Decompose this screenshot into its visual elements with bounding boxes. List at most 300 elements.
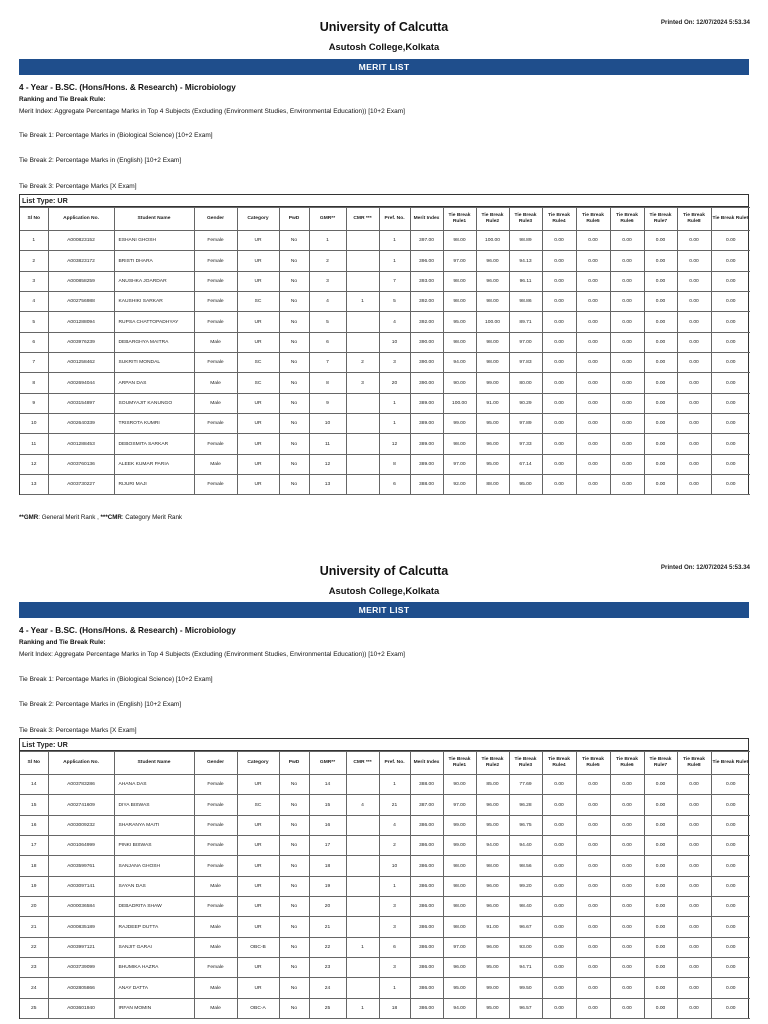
table-row (20, 958, 750, 978)
merit-index-rule: Merit Index: Aggregate Percentage Marks in Top 4 Subjects (Excluding (Environment Studies, Environmental Education)) [10+2 Exam] (19, 108, 405, 115)
cell-application-no: A002741609 (48, 795, 114, 815)
cell-application-no: A003739099 (48, 958, 114, 978)
cell-tie-break-rule9: 0.00 (711, 332, 750, 352)
column-header-application-no: Application No. (48, 752, 114, 775)
table-row (20, 856, 750, 876)
cell-pwd: No (279, 393, 309, 413)
cell-tie-break-rule1: 97.00 (443, 795, 476, 815)
tie-break-1: Tie Break 1: Percentage Marks in (Biological Science) [10+2 Exam] (19, 132, 213, 139)
cell-tie-break-rule1: 97.00 (443, 251, 476, 271)
cell-tie-break-rule9: 0.00 (711, 373, 750, 393)
cell-tie-break-rule9: 0.00 (711, 251, 750, 271)
cell-tie-break-rule2: 91.00 (476, 917, 509, 937)
cell-tie-break-rule5: 0.00 (576, 434, 610, 454)
cell-cmr (346, 271, 379, 291)
cell-application-no: A001258462 (48, 353, 114, 373)
cell-tie-break-rule1: 96.00 (443, 958, 476, 978)
cell-tie-break-rule1: 98.00 (443, 434, 476, 454)
cell-tie-break-rule8: 0.00 (677, 836, 711, 856)
cell-tie-break-rule3: 80.00 (509, 373, 542, 393)
cell-category: UR (237, 312, 279, 332)
cell-tie-break-rule5: 0.00 (576, 897, 610, 917)
cell-tie-break-rule4: 0.00 (542, 251, 576, 271)
cell-application-no: A001288094 (48, 312, 114, 332)
cell-gmr: 15 (309, 795, 346, 815)
cell-cmr (346, 332, 379, 352)
cell-tie-break-rule3: 96.57 (509, 998, 542, 1018)
cell-pwd: No (279, 312, 309, 332)
cell-pwd: No (279, 434, 309, 454)
cell-student-name: ANUSHKA JOARDAR (114, 271, 194, 291)
cell-tie-break-rule2: 96.00 (476, 434, 509, 454)
cell-tie-break-rule5: 0.00 (576, 937, 610, 957)
cell-pwd: No (279, 795, 309, 815)
table-row (20, 434, 750, 454)
cell-tie-break-rule6: 0.00 (610, 978, 644, 998)
cell-pref-no: 1 (379, 876, 410, 896)
cell-gender: Male (194, 978, 237, 998)
column-header-gmr: GMR** (309, 208, 346, 231)
column-header-pref-no: Pref. No. (379, 208, 410, 231)
table-row (20, 978, 750, 998)
cell-application-no: A001064999 (48, 836, 114, 856)
cell-pwd: No (279, 775, 309, 795)
cell-student-name: ANAY DATTA (114, 978, 194, 998)
cell-tie-break-rule7: 0.00 (644, 251, 677, 271)
cell-tie-break-rule8: 0.00 (677, 475, 711, 495)
cell-category: UR (237, 271, 279, 291)
cell-pwd: No (279, 332, 309, 352)
cell-merit-index: 386.00 (410, 876, 443, 896)
cell-tie-break-rule2: 95.00 (476, 958, 509, 978)
cell-student-name: AHANA DAS (114, 775, 194, 795)
cell-gender: Female (194, 958, 237, 978)
cell-tie-break-rule5: 0.00 (576, 393, 610, 413)
cell-tie-break-rule7: 0.00 (644, 775, 677, 795)
cell-tie-break-rule7: 0.00 (644, 353, 677, 373)
gmr-text: : General Merit Rank , (38, 514, 101, 521)
cell-tie-break-rule6: 0.00 (610, 998, 644, 1018)
cell-sl-no: 15 (20, 795, 48, 815)
ranking-heading: Ranking and Tie Break Rule: (19, 639, 106, 646)
cell-tie-break-rule3: 97.89 (509, 414, 542, 434)
cell-tie-break-rule6: 0.00 (610, 393, 644, 413)
table-row (20, 332, 750, 352)
cell-cmr (346, 958, 379, 978)
cell-student-name: SHARANYA MAITI (114, 815, 194, 835)
cell-gender: Female (194, 836, 237, 856)
cell-tie-break-rule8: 0.00 (677, 434, 711, 454)
cell-tie-break-rule4: 0.00 (542, 414, 576, 434)
cell-category: SC (237, 292, 279, 312)
cell-cmr (346, 917, 379, 937)
tie-break-1: Tie Break 1: Percentage Marks in (Biological Science) [10+2 Exam] (19, 676, 213, 683)
cell-gmr: 1 (309, 231, 346, 251)
cell-pref-no: 4 (379, 312, 410, 332)
cell-student-name: SOUMYAJIT KANUNGO (114, 393, 194, 413)
cell-tie-break-rule9: 0.00 (711, 836, 750, 856)
cell-tie-break-rule6: 0.00 (610, 292, 644, 312)
table-row (20, 897, 750, 917)
cell-tie-break-rule2: 95.00 (476, 815, 509, 835)
merit-table (20, 751, 750, 1019)
cell-pref-no: 10 (379, 332, 410, 352)
cell-tie-break-rule9: 0.00 (711, 978, 750, 998)
cell-pref-no: 2 (379, 836, 410, 856)
cell-merit-index: 386.00 (410, 958, 443, 978)
table-row (20, 998, 750, 1018)
cell-application-no: A003154897 (48, 393, 114, 413)
cell-application-no: A003976239 (48, 332, 114, 352)
cell-sl-no: 14 (20, 775, 48, 795)
cell-tie-break-rule3: 96.11 (509, 271, 542, 291)
cell-tie-break-rule9: 0.00 (711, 434, 750, 454)
cell-student-name: SAYAN DAS (114, 876, 194, 896)
column-header-tie-break-rule3: Tie Break Rule3 (509, 208, 542, 231)
cell-tie-break-rule8: 0.00 (677, 917, 711, 937)
column-header-sl-no: Sl No (20, 752, 48, 775)
cell-gmr: 21 (309, 917, 346, 937)
cell-pref-no: 10 (379, 856, 410, 876)
cell-pwd: No (279, 815, 309, 835)
cell-tie-break-rule6: 0.00 (610, 856, 644, 876)
cell-category: UR (237, 815, 279, 835)
cell-tie-break-rule2: 85.00 (476, 775, 509, 795)
cell-gender: Female (194, 856, 237, 876)
column-header-pref-no: Pref. No. (379, 752, 410, 775)
cell-tie-break-rule1: 92.00 (443, 475, 476, 495)
cell-gmr: 16 (309, 815, 346, 835)
cell-merit-index: 389.00 (410, 393, 443, 413)
table-row (20, 937, 750, 957)
cell-merit-index: 389.00 (410, 454, 443, 474)
cell-gender: Female (194, 353, 237, 373)
cell-application-no: A003997121 (48, 937, 114, 957)
cell-pref-no: 1 (379, 393, 410, 413)
table-row (20, 454, 750, 474)
cell-tie-break-rule1: 98.00 (443, 231, 476, 251)
cell-tie-break-rule7: 0.00 (644, 312, 677, 332)
cell-sl-no: 10 (20, 414, 48, 434)
tie-break-3: Tie Break 3: Percentage Marks [X Exam] (19, 183, 137, 190)
cell-tie-break-rule5: 0.00 (576, 251, 610, 271)
cell-tie-break-rule9: 0.00 (711, 271, 750, 291)
cell-gmr: 12 (309, 454, 346, 474)
cell-gmr: 9 (309, 393, 346, 413)
column-header-tie-break-rule2: Tie Break Rule2 (476, 752, 509, 775)
cell-application-no: A003599761 (48, 856, 114, 876)
cell-cmr (346, 475, 379, 495)
cell-sl-no: 25 (20, 998, 48, 1018)
university-title: University of Calcutta (319, 564, 449, 578)
cell-student-name: RUPSA CHATTOPADHYAY (114, 312, 194, 332)
cell-gmr: 5 (309, 312, 346, 332)
cell-tie-break-rule4: 0.00 (542, 795, 576, 815)
column-header-tie-break-rule8: Tie Break Rule8 (677, 208, 711, 231)
cell-gmr: 8 (309, 373, 346, 393)
cell-pref-no: 3 (379, 917, 410, 937)
cell-tie-break-rule5: 0.00 (576, 836, 610, 856)
list-type: List Type: UR (20, 195, 748, 207)
cell-tie-break-rule7: 0.00 (644, 795, 677, 815)
column-header-gender: Gender (194, 752, 237, 775)
table-row (20, 271, 750, 291)
column-header-cmr: CMR *** (346, 752, 379, 775)
cell-pref-no: 1 (379, 251, 410, 271)
cell-pref-no: 6 (379, 937, 410, 957)
cell-tie-break-rule6: 0.00 (610, 271, 644, 291)
cell-tie-break-rule7: 0.00 (644, 958, 677, 978)
cell-gmr: 4 (309, 292, 346, 312)
cell-application-no: A000858259 (48, 271, 114, 291)
cell-sl-no: 21 (20, 917, 48, 937)
cell-tie-break-rule1: 98.00 (443, 292, 476, 312)
cell-tie-break-rule2: 98.00 (476, 353, 509, 373)
cell-pref-no: 6 (379, 475, 410, 495)
cell-tie-break-rule6: 0.00 (610, 917, 644, 937)
column-header-tie-break-rule2: Tie Break Rule2 (476, 208, 509, 231)
cell-application-no: A002640339 (48, 414, 114, 434)
cell-tie-break-rule1: 100.00 (443, 393, 476, 413)
column-header-gender: Gender (194, 208, 237, 231)
cell-application-no: A000823152 (48, 231, 114, 251)
cell-application-no: A003823172 (48, 251, 114, 271)
cell-tie-break-rule2: 99.00 (476, 978, 509, 998)
ranking-heading: Ranking and Tie Break Rule: (19, 96, 106, 103)
cell-tie-break-rule8: 0.00 (677, 775, 711, 795)
cell-cmr (346, 251, 379, 271)
cell-tie-break-rule8: 0.00 (677, 332, 711, 352)
cell-tie-break-rule4: 0.00 (542, 434, 576, 454)
column-header-gmr: GMR** (309, 752, 346, 775)
cell-cmr: 1 (346, 292, 379, 312)
cell-category: SC (237, 353, 279, 373)
cell-tie-break-rule9: 0.00 (711, 937, 750, 957)
cell-tie-break-rule4: 0.00 (542, 937, 576, 957)
cell-merit-index: 386.00 (410, 978, 443, 998)
cell-gender: Female (194, 795, 237, 815)
cell-tie-break-rule1: 95.00 (443, 312, 476, 332)
cell-tie-break-rule4: 0.00 (542, 917, 576, 937)
cell-gmr: 2 (309, 251, 346, 271)
cell-sl-no: 9 (20, 393, 48, 413)
cell-tie-break-rule4: 0.00 (542, 393, 576, 413)
cell-cmr: 2 (346, 353, 379, 373)
table-body (20, 775, 750, 1019)
cell-gender: Female (194, 271, 237, 291)
cell-sl-no: 23 (20, 958, 48, 978)
cell-tie-break-rule1: 99.00 (443, 414, 476, 434)
cmr-text: : Category Merit Rank (121, 514, 183, 521)
cell-tie-break-rule4: 0.00 (542, 231, 576, 251)
cell-tie-break-rule5: 0.00 (576, 775, 610, 795)
cell-gmr: 23 (309, 958, 346, 978)
cell-tie-break-rule1: 95.00 (443, 978, 476, 998)
table-row (20, 231, 750, 251)
cell-cmr (346, 231, 379, 251)
cell-tie-break-rule1: 94.00 (443, 998, 476, 1018)
cell-tie-break-rule2: 100.00 (476, 312, 509, 332)
cell-tie-break-rule8: 0.00 (677, 231, 711, 251)
cell-pref-no: 3 (379, 897, 410, 917)
list-type: List Type: UR (20, 739, 748, 751)
cell-tie-break-rule3: 96.28 (509, 795, 542, 815)
table-row (20, 353, 750, 373)
cell-tie-break-rule8: 0.00 (677, 414, 711, 434)
cell-tie-break-rule4: 0.00 (542, 998, 576, 1018)
table-row (20, 292, 750, 312)
cell-pref-no: 1 (379, 414, 410, 434)
column-header-tie-break-rule7: Tie Break Rule7 (644, 208, 677, 231)
cell-merit-index: 390.00 (410, 332, 443, 352)
cell-tie-break-rule2: 98.00 (476, 292, 509, 312)
cell-gmr: 20 (309, 897, 346, 917)
cell-tie-break-rule7: 0.00 (644, 917, 677, 937)
cell-merit-index: 397.00 (410, 231, 443, 251)
cell-gmr: 17 (309, 836, 346, 856)
cell-pref-no: 8 (379, 454, 410, 474)
cell-pwd: No (279, 917, 309, 937)
cell-category: UR (237, 251, 279, 271)
cell-application-no: A003097141 (48, 876, 114, 896)
cell-tie-break-rule6: 0.00 (610, 775, 644, 795)
cell-tie-break-rule5: 0.00 (576, 475, 610, 495)
cell-category: UR (237, 393, 279, 413)
cell-pwd: No (279, 414, 309, 434)
cell-tie-break-rule9: 0.00 (711, 312, 750, 332)
cell-tie-break-rule8: 0.00 (677, 815, 711, 835)
cell-cmr (346, 775, 379, 795)
cell-sl-no: 7 (20, 353, 48, 373)
column-header-cmr: CMR *** (346, 208, 379, 231)
cell-tie-break-rule9: 0.00 (711, 231, 750, 251)
cell-student-name: SANJANA GHOSH (114, 856, 194, 876)
cell-merit-index: 389.00 (410, 414, 443, 434)
column-header-tie-break-rule5: Tie Break Rule5 (576, 208, 610, 231)
cell-tie-break-rule2: 100.00 (476, 231, 509, 251)
cell-pwd: No (279, 251, 309, 271)
cell-tie-break-rule8: 0.00 (677, 271, 711, 291)
cell-tie-break-rule4: 0.00 (542, 775, 576, 795)
gmr-key: **GMR (19, 514, 39, 521)
cell-tie-break-rule6: 0.00 (610, 876, 644, 896)
cell-tie-break-rule2: 88.00 (476, 475, 509, 495)
cell-student-name: BRISTI DHARA (114, 251, 194, 271)
cell-tie-break-rule6: 0.00 (610, 795, 644, 815)
cell-category: SC (237, 795, 279, 815)
cell-gmr: 19 (309, 876, 346, 896)
cell-tie-break-rule6: 0.00 (610, 897, 644, 917)
merit-table-box (19, 738, 749, 1019)
cell-tie-break-rule6: 0.00 (610, 815, 644, 835)
cell-tie-break-rule8: 0.00 (677, 454, 711, 474)
cell-tie-break-rule1: 97.00 (443, 937, 476, 957)
column-header-tie-break-rule1: Tie Break Rule1 (443, 208, 476, 231)
cell-student-name: DIYA BISWAS (114, 795, 194, 815)
cell-student-name: ESHANI GHOSH (114, 231, 194, 251)
column-header-tie-break-rule3: Tie Break Rule3 (509, 752, 542, 775)
cell-tie-break-rule5: 0.00 (576, 454, 610, 474)
cell-merit-index: 386.00 (410, 917, 443, 937)
column-header-tie-break-rule9: Tie Break Rule9 (711, 752, 750, 775)
cell-cmr (346, 836, 379, 856)
cell-tie-break-rule1: 97.00 (443, 454, 476, 474)
cell-student-name: DEBOSMITA SARKAR (114, 434, 194, 454)
cell-merit-index: 393.00 (410, 271, 443, 291)
cell-category: SC (237, 373, 279, 393)
cell-tie-break-rule3: 95.00 (509, 475, 542, 495)
merit-table-box (19, 194, 749, 495)
cell-sl-no: 17 (20, 836, 48, 856)
cell-tie-break-rule2: 95.00 (476, 998, 509, 1018)
cell-tie-break-rule3: 94.13 (509, 251, 542, 271)
cell-tie-break-rule2: 96.00 (476, 795, 509, 815)
cell-tie-break-rule1: 98.00 (443, 271, 476, 291)
cell-pwd: No (279, 876, 309, 896)
cell-gender: Male (194, 937, 237, 957)
cell-tie-break-rule2: 98.00 (476, 856, 509, 876)
cell-pwd: No (279, 856, 309, 876)
cell-tie-break-rule6: 0.00 (610, 475, 644, 495)
cell-application-no: A001288453 (48, 434, 114, 454)
cell-tie-break-rule2: 96.00 (476, 937, 509, 957)
cell-tie-break-rule5: 0.00 (576, 998, 610, 1018)
cell-merit-index: 388.00 (410, 475, 443, 495)
table-row (20, 815, 750, 835)
cell-merit-index: 386.00 (410, 897, 443, 917)
table-row (20, 312, 750, 332)
cell-application-no: A002756988 (48, 292, 114, 312)
cell-tie-break-rule5: 0.00 (576, 856, 610, 876)
cell-student-name: TRISROTA KUMRI (114, 414, 194, 434)
cell-pwd: No (279, 292, 309, 312)
cell-category: UR (237, 836, 279, 856)
cell-tie-break-rule7: 0.00 (644, 876, 677, 896)
column-header-application-no: Application No. (48, 208, 114, 231)
cell-tie-break-rule8: 0.00 (677, 998, 711, 1018)
cell-tie-break-rule7: 0.00 (644, 292, 677, 312)
cell-tie-break-rule9: 0.00 (711, 876, 750, 896)
cell-tie-break-rule7: 0.00 (644, 998, 677, 1018)
table-row (20, 876, 750, 896)
cell-merit-index: 386.00 (410, 836, 443, 856)
cell-tie-break-rule5: 0.00 (576, 958, 610, 978)
cell-cmr (346, 454, 379, 474)
cell-tie-break-rule6: 0.00 (610, 836, 644, 856)
cell-sl-no: 16 (20, 815, 48, 835)
cell-pref-no: 21 (379, 795, 410, 815)
cell-gender: Female (194, 434, 237, 454)
column-header-tie-break-rule4: Tie Break Rule4 (542, 208, 576, 231)
cell-tie-break-rule6: 0.00 (610, 373, 644, 393)
cell-tie-break-rule7: 0.00 (644, 475, 677, 495)
cell-tie-break-rule3: 67.14 (509, 454, 542, 474)
cell-student-name: ALEEK KUMAR PARIA (114, 454, 194, 474)
cell-gender: Female (194, 292, 237, 312)
cell-category: OBC-A (237, 998, 279, 1018)
cell-sl-no: 12 (20, 454, 48, 474)
cell-sl-no: 4 (20, 292, 48, 312)
column-header-category: Category (237, 208, 279, 231)
cell-tie-break-rule2: 98.00 (476, 332, 509, 352)
cell-tie-break-rule3: 94.40 (509, 836, 542, 856)
cell-cmr (346, 414, 379, 434)
table-header-row (20, 752, 750, 775)
cell-tie-break-rule2: 95.00 (476, 454, 509, 474)
cell-application-no: A000835189 (48, 917, 114, 937)
tie-break-3: Tie Break 3: Percentage Marks [X Exam] (19, 727, 137, 734)
cell-tie-break-rule9: 0.00 (711, 454, 750, 474)
